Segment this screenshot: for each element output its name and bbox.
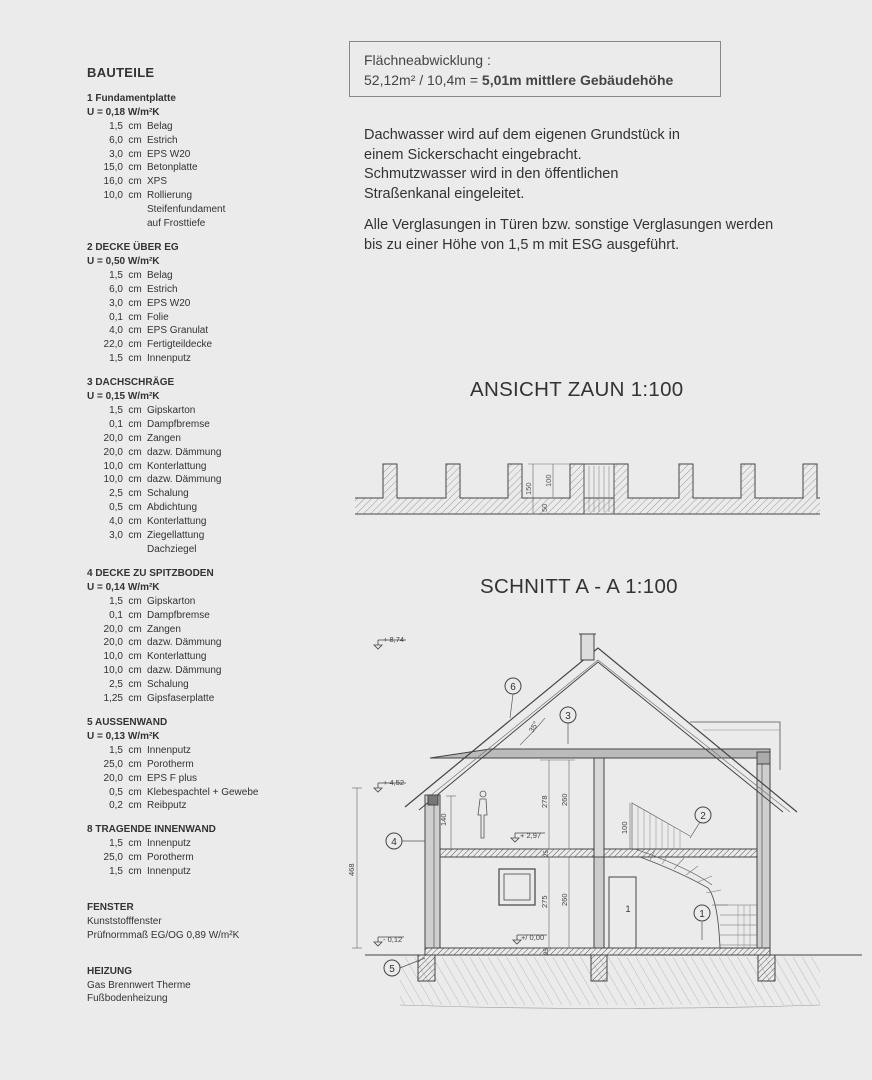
layer-unit: cm	[128, 800, 142, 812]
layer-unit: cm	[128, 595, 142, 607]
layer-unit: cm	[128, 502, 142, 514]
layer-unit: cm	[128, 269, 142, 281]
layer-thickness: 1,5	[109, 595, 123, 607]
dim-140: 140	[439, 813, 448, 826]
layer-material-line: Konterlattung	[147, 516, 207, 528]
layer-thickness: 10,0	[103, 651, 123, 663]
layer-unit: cm	[128, 432, 142, 444]
layer-material-line: Estrich	[147, 283, 178, 295]
layer-thickness: 16,0	[103, 176, 123, 188]
layer-unit: cm	[128, 852, 142, 864]
layer-material-line: Innenputz	[147, 353, 191, 365]
layer-unit: cm	[128, 176, 142, 188]
heating-info-line: Gas Brennwert Therme	[87, 979, 191, 991]
layer-thickness: 6,0	[109, 283, 123, 295]
roof-angle: 35°	[526, 719, 541, 734]
layer-unit: cm	[128, 446, 142, 458]
layer-material-line: Porotherm	[147, 852, 194, 864]
layer-unit: cm	[128, 651, 142, 663]
layer-thickness: 20,0	[103, 772, 123, 784]
layer-material-line: Betonplatte	[147, 162, 198, 174]
layer-material-line: Fertigteildecke	[147, 339, 213, 351]
layer-material-line: dazw. Dämmung	[147, 637, 222, 649]
marker-2: 2	[700, 811, 706, 822]
fence-dim-50: 50	[540, 503, 549, 512]
layer-unit: cm	[128, 772, 142, 784]
level-297: + 2,97	[520, 831, 542, 840]
layer-material-line: Steifenfundament	[147, 204, 226, 216]
heating-info-title: HEIZUNG	[87, 965, 132, 977]
layer-thickness: 3,0	[109, 297, 123, 309]
component-section-title: 8 TRAGENDE INNENWAND	[87, 824, 216, 836]
layer-unit: cm	[128, 134, 142, 146]
layer-material-line: Dampfbremse	[147, 418, 210, 430]
layer-thickness: 25,0	[103, 758, 123, 770]
dim-275: 275	[540, 895, 549, 908]
layer-unit: cm	[128, 665, 142, 677]
layer-thickness: 10,0	[103, 665, 123, 677]
layer-thickness: 1,5	[109, 838, 123, 850]
layer-unit: cm	[128, 162, 142, 174]
layer-material-line: auf Frosttiefe	[147, 218, 206, 230]
layer-unit: cm	[128, 516, 142, 528]
layer-unit: cm	[128, 758, 142, 770]
layer-material-line: XPS	[147, 176, 168, 188]
component-section-title: 1 Fundamentplatte	[87, 92, 176, 104]
dim-278: 278	[540, 795, 549, 808]
layer-material-line: Belag	[147, 269, 173, 281]
note-line: Dachwasser wird auf dem eigenen Grundstück in	[364, 127, 680, 143]
level-874: + 8,74	[383, 635, 405, 644]
layer-thickness: 2,5	[109, 679, 123, 691]
dim-100: 100	[620, 821, 629, 834]
component-section-title: 2 DECKE ÜBER EG	[87, 241, 179, 253]
note-line: einem Sickerschacht eingebracht.	[364, 146, 582, 163]
layer-unit: cm	[128, 297, 142, 309]
layer-unit: cm	[128, 637, 142, 649]
window-info-line: Prüfnormmaß EG/OG 0,89 W/m²K	[87, 929, 240, 941]
dim-260-og: 260	[560, 793, 569, 806]
layer-thickness: 4,0	[109, 325, 123, 337]
layer-unit: cm	[128, 404, 142, 416]
u-value: U = 0,18 W/m²K	[87, 106, 160, 118]
layer-unit: cm	[128, 866, 142, 878]
level-000: +/ 0,00	[521, 933, 545, 942]
layer-thickness: 10,0	[103, 190, 123, 202]
component-section-title: 4 DECKE ZU SPITZBODEN	[87, 567, 214, 579]
layer-material-line: Dampfbremse	[147, 609, 210, 621]
layer-unit: cm	[128, 838, 142, 850]
section-view-title: SCHNITT A - A 1:100	[480, 575, 678, 598]
component-list-title: BAUTEILE	[87, 65, 155, 80]
layer-material-line: Konterlattung	[147, 460, 207, 472]
dim-25-og: 25	[544, 850, 550, 857]
layer-material-line: Belag	[147, 120, 173, 132]
note-line: Alle Verglasungen in Türen bzw. sonstige Verglasungen werden	[364, 217, 774, 233]
building-section	[352, 634, 862, 1009]
area-summary-label: Flächneabwicklung :	[364, 52, 491, 68]
layer-thickness: 0,1	[109, 418, 123, 430]
level-452: + 4,52	[383, 778, 405, 787]
layer-unit: cm	[128, 148, 142, 160]
layer-thickness: 20,0	[103, 432, 123, 444]
layer-thickness: 1,5	[109, 404, 123, 416]
layer-unit: cm	[128, 679, 142, 691]
layer-unit: cm	[128, 283, 142, 295]
layer-thickness: 0,2	[109, 800, 123, 812]
layer-material-line: Abdichtung	[147, 502, 198, 514]
layer-unit: cm	[128, 786, 142, 798]
layer-thickness: 22,0	[103, 339, 123, 351]
layer-unit: cm	[128, 120, 142, 132]
layer-material-line: Innenputz	[147, 838, 191, 850]
layer-material-line: Schalung	[147, 488, 189, 500]
layer-thickness: 2,5	[109, 488, 123, 500]
layer-thickness: 10,0	[103, 460, 123, 472]
layer-unit: cm	[128, 609, 142, 621]
layer-thickness: 0,5	[109, 502, 123, 514]
layer-material-line: Innenputz	[147, 744, 191, 756]
marker-6: 6	[510, 682, 516, 693]
layer-material-line: Konterlattung	[147, 651, 207, 663]
layer-unit: cm	[128, 474, 142, 486]
u-value: U = 0,50 W/m²K	[87, 255, 160, 267]
level-minus-012: - 0,12	[383, 935, 403, 944]
layer-material-line: Schalung	[147, 679, 189, 691]
layer-material-line: Dachziegel	[147, 544, 197, 555]
layer-thickness: 1,5	[109, 120, 123, 132]
area-summary-result: 5,01m mittlere Gebäudehöhe	[481, 72, 674, 88]
layer-unit: cm	[128, 530, 142, 542]
layer-unit: cm	[128, 339, 142, 351]
layer-unit: cm	[128, 693, 142, 705]
layer-material-line: Reibputz	[147, 800, 187, 812]
dim-25-eg: 25	[544, 948, 550, 955]
note-line: bis zu einer Höhe von 1,5 m mit ESG ausgeführt.	[364, 236, 680, 253]
layer-material-line: Innenputz	[147, 866, 191, 878]
layer-material-line: dazw. Dämmung	[147, 446, 222, 458]
layer-material-line: EPS Granulat	[147, 325, 209, 337]
layer-unit: cm	[128, 325, 142, 337]
layer-material-line: Estrich	[147, 134, 178, 146]
layer-thickness: 10,0	[103, 474, 123, 486]
layer-thickness: 1,5	[109, 866, 123, 878]
layer-material-line: Klebespachtel + Gewebe	[147, 786, 259, 798]
layer-thickness: 20,0	[103, 637, 123, 649]
layer-material-line: Rollierung	[147, 190, 193, 202]
room-number: 1	[625, 904, 631, 914]
u-value: U = 0,14 W/m²K	[87, 581, 160, 593]
layer-unit: cm	[128, 311, 142, 323]
marker-5: 5	[389, 964, 395, 975]
layer-thickness: 4,0	[109, 516, 123, 528]
layer-thickness: 1,5	[109, 744, 123, 756]
window-info-line: Kunststofffenster	[87, 915, 162, 927]
note-line: Straßenkanal eingeleitet.	[364, 185, 525, 202]
layer-thickness: 0,1	[109, 311, 123, 323]
layer-thickness: 1,5	[109, 269, 123, 281]
layer-thickness: 0,1	[109, 609, 123, 621]
layer-material-line: Gipskarton	[147, 595, 196, 607]
layer-thickness: 0,5	[109, 786, 123, 798]
layer-material-line: Gipskarton	[147, 404, 196, 416]
layer-material-line: Ziegellattung	[147, 530, 205, 542]
component-section-title: 5 AUSSENWAND	[87, 716, 168, 728]
heating-info-line: Fußbodenheizung	[87, 993, 168, 1005]
layer-thickness: 1,5	[109, 353, 123, 365]
layer-material-line: dazw. Dämmung	[147, 474, 222, 486]
area-summary-calc: 52,12m² / 10,4m =	[364, 72, 482, 88]
layer-unit: cm	[128, 744, 142, 756]
layer-material-line: EPS W20	[147, 148, 191, 160]
layer-material-line: EPS F plus	[147, 772, 198, 784]
layer-material-line: Zangen	[147, 623, 181, 635]
layer-material-line: Zangen	[147, 432, 181, 444]
component-section-title: 3 DACHSCHRÄGE	[87, 377, 175, 389]
layer-unit: cm	[128, 353, 142, 365]
marker-3: 3	[565, 711, 571, 722]
layer-unit: cm	[128, 460, 142, 472]
dim-468: 468	[347, 863, 356, 876]
layer-thickness: 6,0	[109, 134, 123, 146]
note-line: Schmutzwasser wird in den öffentlichen	[364, 166, 619, 182]
fence-dim-100: 100	[544, 474, 553, 487]
layer-unit: cm	[128, 623, 142, 635]
layer-material-line: dazw. Dämmung	[147, 665, 222, 677]
marker-1: 1	[699, 909, 705, 920]
layer-material-line: Porotherm	[147, 758, 194, 770]
dim-260-eg: 260	[560, 893, 569, 906]
layer-unit: cm	[128, 488, 142, 500]
layer-thickness: 20,0	[103, 446, 123, 458]
layer-material-line: Gipsfaserplatte	[147, 693, 215, 705]
marker-4: 4	[391, 837, 397, 848]
layer-material-line: Folie	[147, 311, 169, 323]
layer-thickness: 3,0	[109, 530, 123, 542]
layer-thickness: 1,25	[103, 693, 123, 705]
layer-material-line: EPS W20	[147, 297, 191, 309]
window-info-title: FENSTER	[87, 901, 134, 913]
u-value: U = 0,15 W/m²K	[87, 391, 160, 403]
layer-thickness: 20,0	[103, 623, 123, 635]
layer-thickness: 15,0	[103, 162, 123, 174]
u-value: U = 0,13 W/m²K	[87, 730, 160, 742]
layer-unit: cm	[128, 190, 142, 202]
layer-thickness: 3,0	[109, 148, 123, 160]
layer-thickness: 25,0	[103, 852, 123, 864]
layer-unit: cm	[128, 418, 142, 430]
fence-dim-150: 150	[524, 482, 533, 495]
fence-view-title: ANSICHT ZAUN 1:100	[470, 378, 684, 401]
fence-elevation	[355, 464, 820, 514]
